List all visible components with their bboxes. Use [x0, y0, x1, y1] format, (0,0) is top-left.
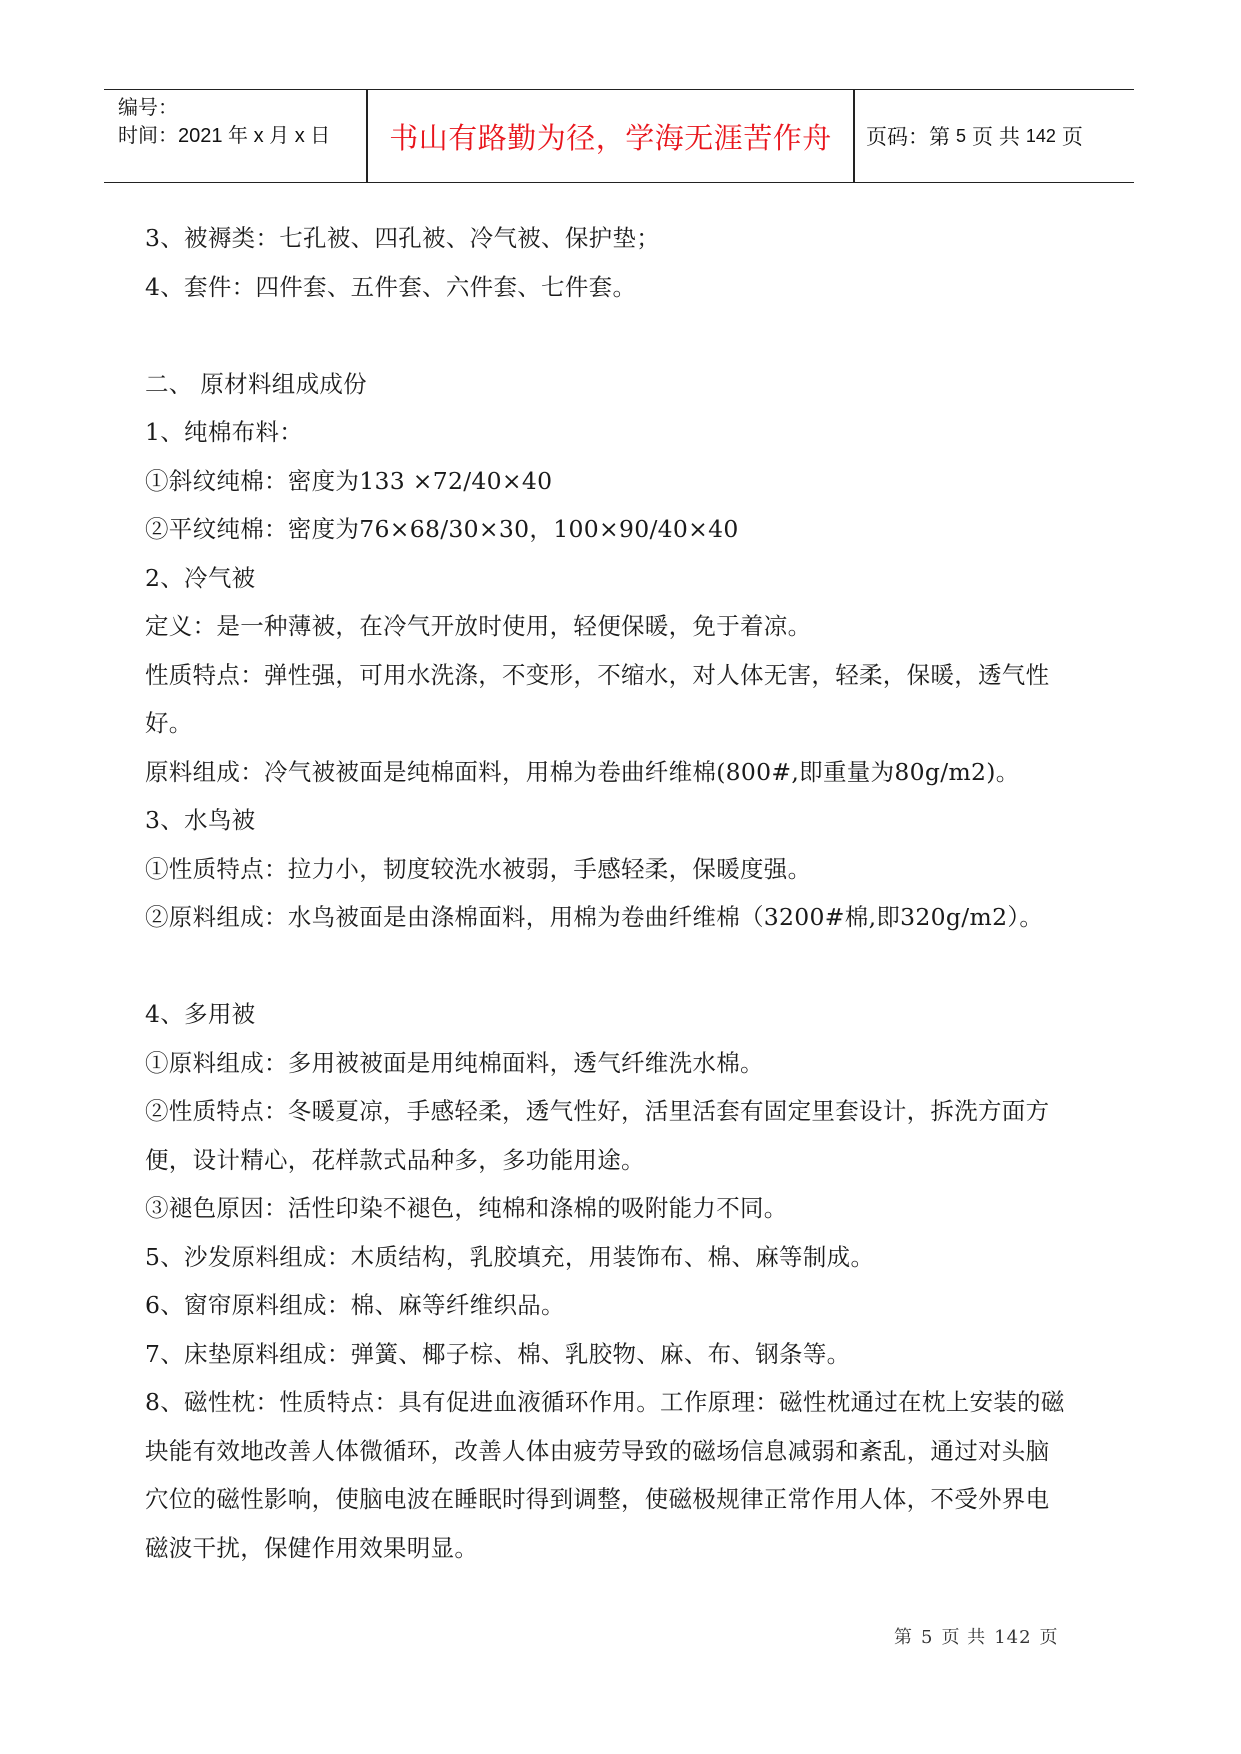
- page-header: [104, 89, 1134, 183]
- text-line: 5、沙发原料组成：木质结构，乳胶填充，用装饰布、棉、麻等制成。: [145, 1242, 875, 1271]
- text-line: 3、被褥类：七孔被、四孔被、冷气被、保护垫；: [145, 224, 661, 252]
- text-line: 4、套件：四件套、五件套、六件套、七件套。: [145, 272, 637, 301]
- text-line: ②原料组成：水鸟被面是由涤棉面料，用棉为卷曲纤维棉（3200#棉,即320g/m2）。: [145, 903, 1044, 931]
- header-motto: 书山有路勤为径，学海无涯苦作舟: [389, 120, 832, 155]
- text-line: 穴位的磁性影响，使脑电波在睡眠时得到调整，使磁极规律正常作用人体，不受外界电: [145, 1485, 1050, 1513]
- blank-line: [145, 311, 1105, 360]
- text-line: ②性质特点：冬暖夏凉，手感轻柔，透气性好，活里活套有固定里套设计，拆洗方面方: [145, 1097, 1050, 1125]
- text-line: 8、磁性枕：性质特点：具有促进血液循环作用。工作原理：磁性枕通过在枕上安装的磁: [145, 1388, 1065, 1416]
- header-page-number: [866, 90, 1083, 182]
- page-prefix: 页码：第: [866, 126, 950, 149]
- footer-current: 5: [921, 1627, 934, 1648]
- blank-line: [145, 942, 1105, 991]
- time-label: 时间：2021 年 x 月 x 日: [118, 125, 331, 147]
- document-body: [145, 214, 1105, 1572]
- header-divider: [853, 90, 855, 182]
- footer-suffix: 页: [1039, 1627, 1059, 1648]
- text-line: 磁波干扰，保健作用效果明显。: [145, 1533, 479, 1562]
- footer-total: 142: [994, 1627, 1032, 1648]
- footer-prefix: 第: [894, 1627, 913, 1648]
- text-line: 块能有效地改善人体微循环，改善人体由疲劳导致的磁场信息减弱和紊乱，通过对头脑: [145, 1436, 1050, 1465]
- text-line: 3、水鸟被: [145, 806, 256, 834]
- footer-mid: 页 共: [941, 1627, 987, 1648]
- page-total: 142: [1025, 125, 1056, 146]
- text-line: ①斜纹纯棉：密度为133 ×72/40×40: [145, 466, 553, 495]
- text-line: 7、床垫原料组成：弹簧、椰子棕、棉、乳胶物、麻、布、钢条等。: [145, 1339, 851, 1368]
- text-line: ①原料组成：多用被被面是用纯棉面料，透气纤维洗水棉。: [145, 1048, 764, 1077]
- page-mid: 页 共: [972, 126, 1020, 149]
- text-line: 定义：是一种薄被，在冷气开放时使用，轻便保暖，免于着凉。: [145, 612, 812, 640]
- serial-label: 编号：: [118, 97, 178, 119]
- page-current: 5: [956, 125, 967, 146]
- text-line: 便，设计精心，花样款式品种多，多功能用途。: [145, 1145, 645, 1174]
- text-line: 性质特点：弹性强，可用水洗涤，不变形，不缩水，对人体无害，轻柔，保暖，透气性: [145, 660, 1050, 689]
- header-meta: [118, 94, 358, 150]
- text-line: 原料组成：冷气被被面是纯棉面料，用棉为卷曲纤维棉(800#,即重量为80g/m2)。: [145, 757, 1020, 786]
- text-line: ③褪色原因：活性印染不褪色，纯棉和涤棉的吸附能力不同。: [145, 1194, 788, 1222]
- text-line: ②平纹纯棉：密度为76×68/30×30，100×90/40×40: [145, 515, 739, 543]
- text-line: 1、纯棉布料：: [145, 418, 304, 446]
- text-line: ①性质特点：拉力小，韧度较洗水被弱，手感轻柔，保暖度强。: [145, 854, 812, 883]
- text-line: 6、窗帘原料组成：棉、麻等纤维织品。: [145, 1291, 565, 1319]
- page-suffix: 页: [1061, 126, 1083, 149]
- text-line: 二、 原材料组成成份: [145, 369, 367, 398]
- text-line: 4、多用被: [145, 1000, 256, 1028]
- page-footer: [890, 1623, 1063, 1649]
- text-line: 2、冷气被: [145, 563, 256, 592]
- text-line: 好。: [145, 709, 193, 737]
